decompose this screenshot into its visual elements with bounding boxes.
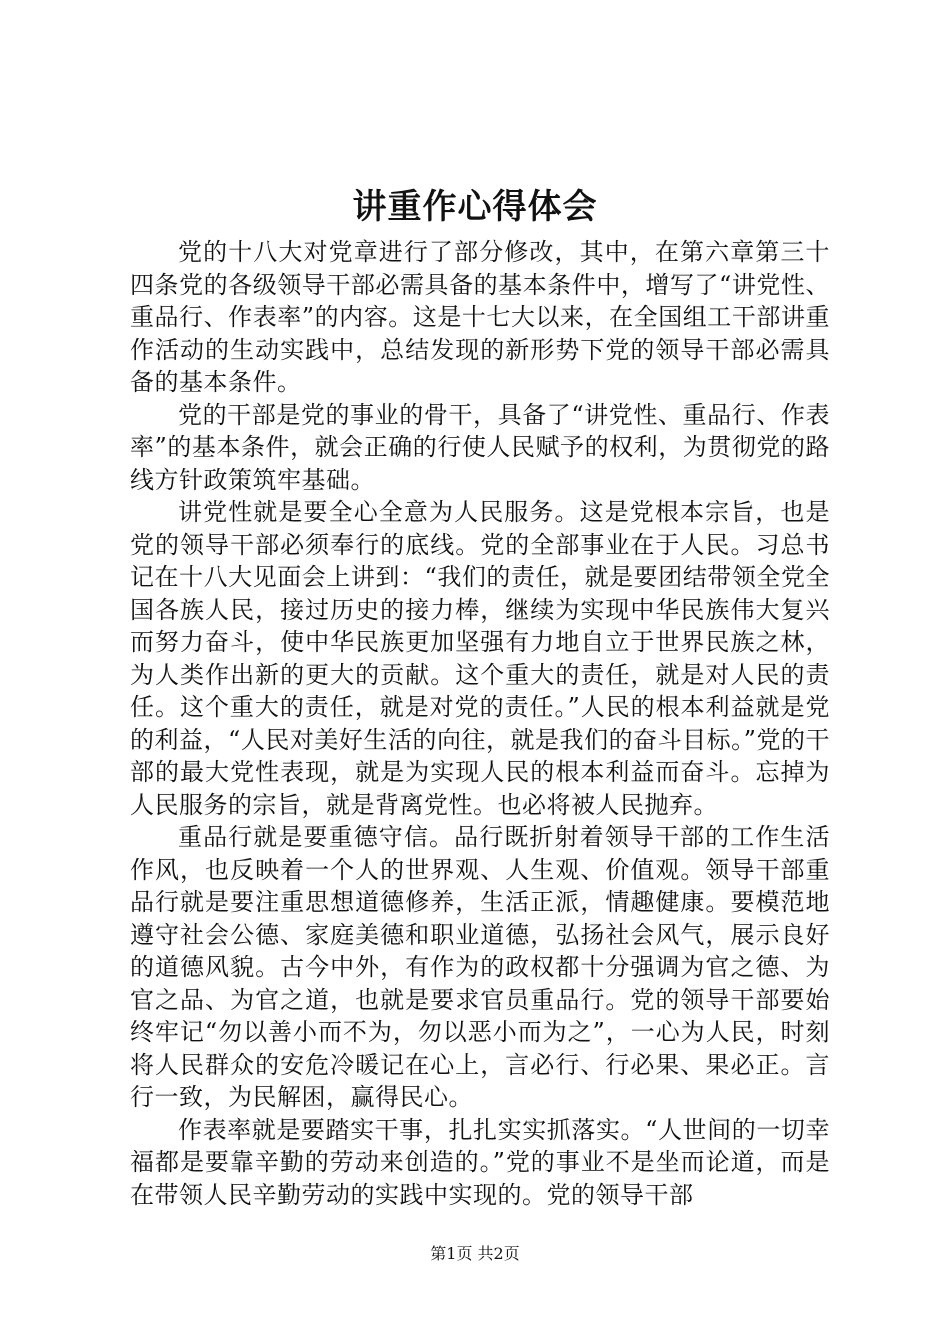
paragraph-intro: 党的十八大对党章进行了部分修改，其中，在第六章第三十四条党的各级领导干部必需具备的基本条件中，增写了“讲党性、重品行、作表率”的内容。这是十七大以来，在全国组工干部讲重作活动的生动实践中，总结发现的新形势下党的领导干部必需具备的基本条件。	[130, 238, 830, 396]
document-title: 讲重作心得体会	[352, 187, 598, 227]
paragraph-set-example: 作表率就是要踏实干事，扎扎实实抓落实。“人世间的一切幸福都是要靠辛勤的劳动来创造的。”党的事业不是坐而论道，而是在带领人民辛勤劳动的实践中实现的。党的领导干部	[130, 1115, 830, 1209]
paragraph-cadre-role: 党的干部是党的事业的骨干，具备了“讲党性、重品行、作表率”的基本条件，就会正确的行使人民赋予的权利，为贯彻党的路线方针政策筑牢基础。	[130, 400, 830, 494]
document-body	[130, 236, 830, 1211]
page-number-footer: 第1页 共2页	[430, 1244, 520, 1263]
paragraph-party-spirit: 讲党性就是要全心全意为人民服务。这是党根本宗旨，也是党的领导干部必须奉行的底线。党的全部事业在于人民。习总书记在十八大见面会上讲到：“我们的责任，就是要团结带领全党全国各族人民，接过历史的接力棒，继续为实现中华民族伟大复兴而努力奋斗，使中华民族更加坚强有力地自立于世界民族之林，为人类作出新的更大的贡献。这个重大的责任，就是对人民的责任。这个重大的责任，就是对党的责任。”人民的根本利益就是党的利益，“人民对美好生活的向往，就是我们的奋斗目标。”党的干部的最大党性表现，就是为实现人民的根本利益而奋斗。忘掉为人民服务的宗旨，就是背离党性。也必将被人民抛弃。	[130, 498, 830, 819]
paragraph-moral-conduct: 重品行就是要重德守信。品行既折射着领导干部的工作生活作风，也反映着一个人的世界观、人生观、价值观。领导干部重品行就是要注重思想道德修养，生活正派，情趣健康。要模范地遵守社会公德、家庭美德和职业道德，弘扬社会风气，展示良好的道德风貌。古今中外，有作为的政权都十分强调为官之德、为官之品、为官之道，也就是要求官员重品行。党的领导干部要始终牢记“勿以善小而不为，勿以恶小而为之”，一心为人民，时刻将人民群众的安危冷暖记在心上，言必行、行必果、果必正。言行一致，为民解困，赢得民心。	[130, 823, 830, 1111]
